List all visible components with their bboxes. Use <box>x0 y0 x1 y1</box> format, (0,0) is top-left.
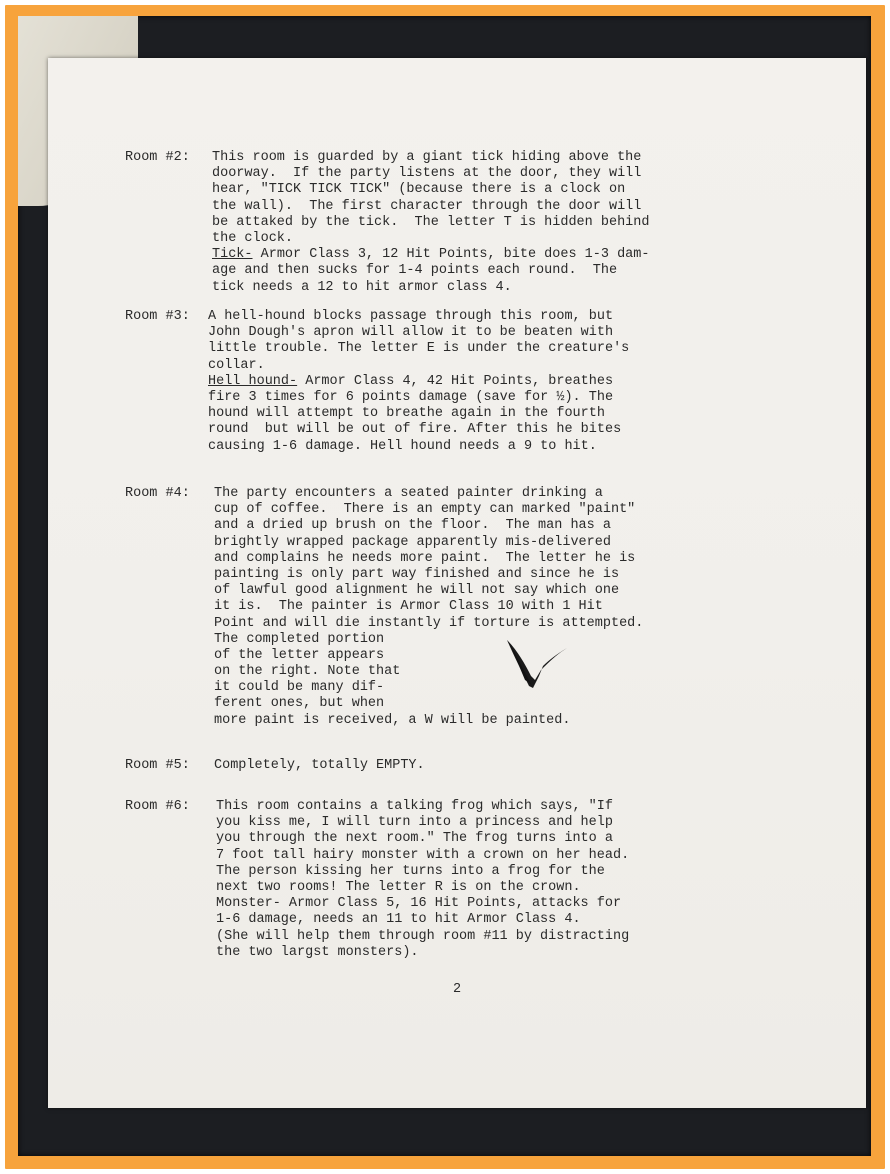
room-label: Room #2: <box>125 150 190 165</box>
text-line: (She will help them through room #11 by distracting <box>216 928 630 944</box>
text-line: fire 3 times for 6 points damage (save for ½). The <box>208 389 614 405</box>
text-line: and a dried up brush on the floor. The man has a <box>214 518 611 534</box>
room-description <box>212 150 649 296</box>
text-line: the wall). The first character through the door will <box>212 198 642 214</box>
text-line: Completely, totally EMPTY. <box>214 758 425 773</box>
room-label: Room #5: <box>125 758 190 773</box>
text-line: John Dough's apron will allow it to be beaten with <box>208 325 614 341</box>
room-description <box>216 799 629 961</box>
monster-stats: Armor Class 3, 12 Hit Points, bite does 1-3 dam- <box>252 247 650 263</box>
text-line: be attaked by the tick. The letter T is hidden behind <box>212 214 650 230</box>
text-line: tick needs a 12 to hit armor class 4. <box>212 279 512 295</box>
text-line: This room contains a talking frog which says, "If <box>216 799 613 814</box>
room-label: Room #6: <box>125 799 190 814</box>
room-description <box>214 486 643 729</box>
text-line: the two largst monsters). <box>216 944 419 960</box>
text-line: The completed portion <box>214 631 385 647</box>
text-line: A hell-hound blocks passage through this room, but <box>208 309 614 324</box>
stat-line <box>208 374 629 390</box>
photograph <box>18 16 871 1156</box>
text-line: more paint is received, a W will be painted. <box>214 712 571 728</box>
room-label: Room #3: <box>125 309 190 324</box>
text-line: and complains he needs more paint. The letter he is <box>214 550 636 566</box>
text-line: you kiss me, I will turn into a princess and help <box>216 815 613 831</box>
text-line: collar. <box>208 357 265 373</box>
text-line: it is. The painter is Armor Class 10 with 1 Hit <box>214 599 603 615</box>
typewritten-page <box>48 58 866 1108</box>
room-label: Room #4: <box>125 486 190 501</box>
text-line: on the right. Note that <box>214 664 401 680</box>
text-line: little trouble. The letter E is under the creature's <box>208 341 630 357</box>
room-description <box>208 309 629 455</box>
page-number: 2 <box>453 982 462 997</box>
text-line: This room is guarded by a giant tick hiding above the <box>212 150 642 165</box>
text-line: of lawful good alignment he will not say which one <box>214 583 620 599</box>
text-line: next two rooms! The letter R is on the crown. <box>216 879 581 895</box>
text-line: ferent ones, but when <box>214 696 385 712</box>
text-line: brightly wrapped package apparently mis-delivered <box>214 534 611 550</box>
text-line: hear, "TICK TICK TICK" (because there is a clock on <box>212 182 626 198</box>
monster-name: Hell hound- <box>208 373 298 389</box>
text-line: the clock. <box>212 230 294 246</box>
text-line: 1-6 damage, needs an 11 to hit Armor Class 4. <box>216 912 581 928</box>
text-line: hound will attempt to breathe again in the fourth <box>208 406 605 422</box>
text-line: cup of coffee. There is an empty can marked "paint" <box>214 502 636 518</box>
text-line: The person kissing her turns into a frog for the <box>216 863 605 879</box>
monster-name: Tick- <box>212 247 253 263</box>
text-line: age and then sucks for 1-4 points each round. The <box>212 263 618 279</box>
text-line: round but will be out of fire. After this he bites <box>208 422 622 438</box>
text-line: doorway. If the party listens at the door, they will <box>212 166 642 182</box>
text-line: you through the next room." The frog turns into a <box>216 831 613 847</box>
text-line: it could be many dif- <box>214 680 385 696</box>
partial-letter-w-illustration <box>503 636 573 696</box>
text-line: painting is only part way finished and since he is <box>214 566 620 582</box>
text-line: of the letter appears <box>214 647 385 663</box>
text-line: The party encounters a seated painter drinking a <box>214 486 603 501</box>
text-line: 7 foot tall hairy monster with a crown on her head. <box>216 847 630 863</box>
room-description <box>214 758 425 774</box>
monster-stats: Armor Class 4, 42 Hit Points, breathes <box>297 373 614 389</box>
stat-line <box>212 247 649 263</box>
text-line: Monster- Armor Class 5, 16 Hit Points, attacks for <box>216 896 622 912</box>
text-line: Point and will die instantly if torture is attempted. <box>214 615 644 631</box>
text-line: causing 1-6 damage. Hell hound needs a 9 to hit. <box>208 438 597 454</box>
